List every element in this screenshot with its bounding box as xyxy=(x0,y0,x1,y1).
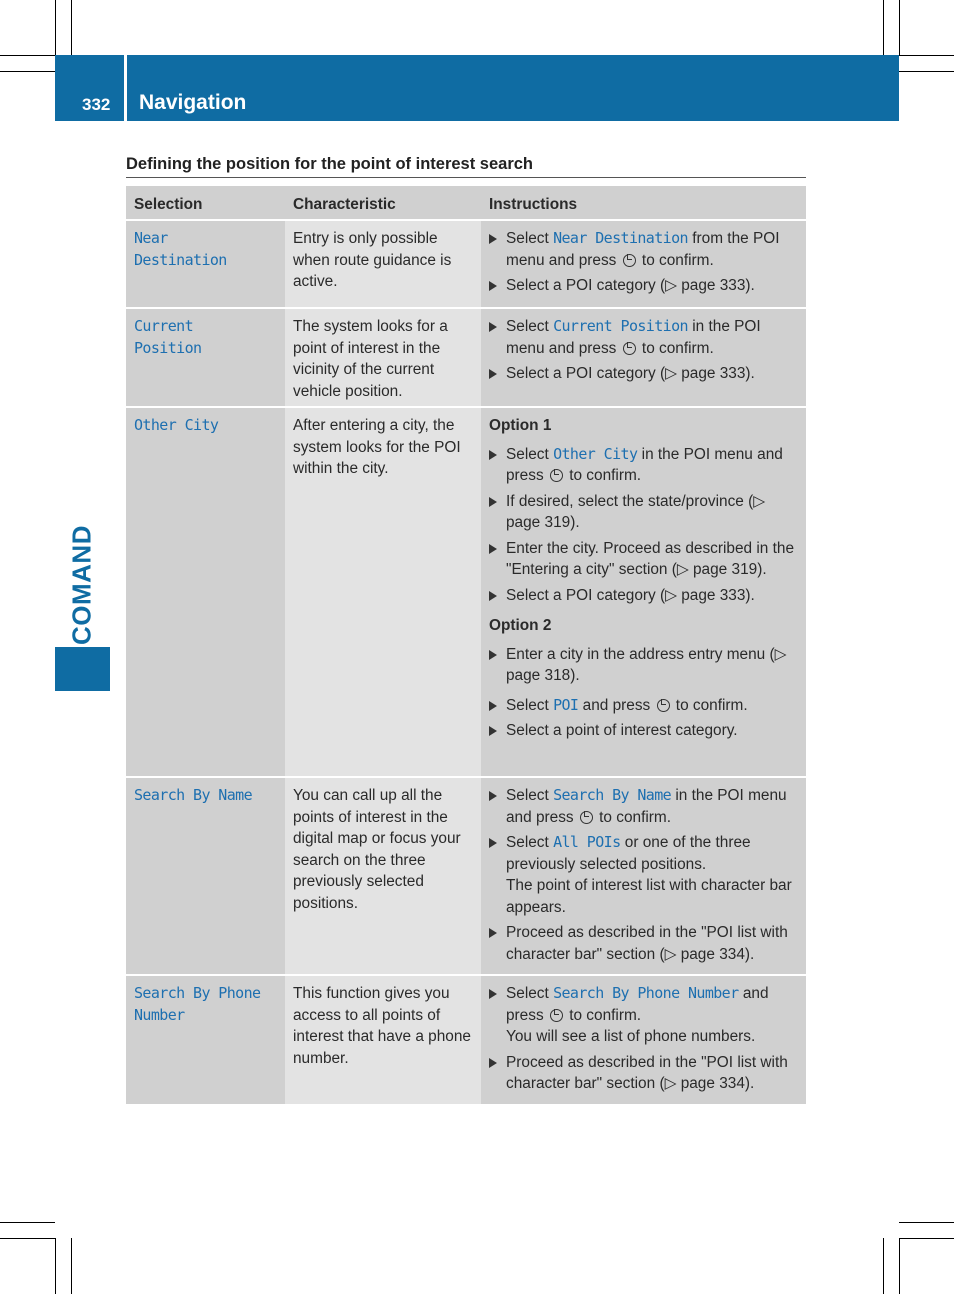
table-row xyxy=(126,408,806,778)
step-arrow-icon xyxy=(489,1058,497,1068)
instructions-cell xyxy=(481,778,806,974)
selection-cell xyxy=(126,309,285,406)
characteristic-cell: The system looks for a point of interest in the vicinity of the current vehicle position. xyxy=(285,309,481,406)
selection-cell xyxy=(126,408,285,776)
crop-mark xyxy=(899,1222,954,1223)
instruction-step: Select a POI category (▷ page 333). xyxy=(489,363,802,385)
side-tab-marker xyxy=(55,647,110,691)
crop-mark xyxy=(0,1222,55,1223)
menu-item-code: Current Position xyxy=(553,317,688,335)
controller-press-icon xyxy=(580,811,593,824)
step-result-note: The point of interest list with character bar appears. xyxy=(506,877,792,916)
table-row xyxy=(126,976,806,1104)
divider xyxy=(126,177,806,178)
menu-item-code: Other City xyxy=(553,444,638,463)
poi-search-table xyxy=(126,186,806,1104)
step-arrow-icon xyxy=(489,838,497,848)
step-arrow-icon xyxy=(489,234,497,244)
instructions-cell xyxy=(481,408,806,776)
menu-item-code: POI xyxy=(553,695,579,714)
crop-mark xyxy=(899,0,900,55)
menu-item-code: Near Destination xyxy=(553,229,688,247)
step-arrow-icon xyxy=(489,701,497,711)
page-number: 332 xyxy=(82,95,111,114)
table-title: Defining the position for the point of interest search xyxy=(126,155,534,173)
instruction-step: Select a POI category (▷ page 333). xyxy=(489,275,802,297)
characteristic-cell: Entry is only possible when route guidance is active. xyxy=(285,221,481,307)
menu-item-label: Destination xyxy=(134,250,227,269)
header-divider xyxy=(124,55,127,121)
side-tab-label: COMAND xyxy=(66,525,97,645)
step-arrow-icon xyxy=(489,650,497,660)
step-arrow-icon xyxy=(489,322,497,332)
crop-mark xyxy=(71,1238,72,1294)
instruction-step: Select Search By Phone Number and press to confirm. You will see a list of phone numbers. xyxy=(489,983,802,1048)
table-row xyxy=(126,221,806,309)
instruction-step: Enter a city in the address entry menu (▷ page 318). xyxy=(489,644,802,687)
menu-item-label: Search By Phone xyxy=(134,984,261,1002)
menu-item-label: Current xyxy=(134,317,194,335)
crop-mark xyxy=(899,71,954,72)
instructions-cell xyxy=(481,221,806,307)
instruction-step: If desired, select the state/province (▷ page 319). xyxy=(489,491,802,534)
table-row xyxy=(126,778,806,976)
controller-press-icon xyxy=(623,254,636,267)
menu-item-label: Position xyxy=(134,338,202,357)
instruction-step: Select a point of interest category. xyxy=(489,720,802,742)
option-heading: Option 2 xyxy=(489,617,552,634)
table-header-row xyxy=(126,186,806,221)
instruction-step: Select Near Destination from the POI menu and press to confirm. xyxy=(489,228,802,271)
step-result-note: You will see a list of phone numbers. xyxy=(506,1028,756,1045)
column-header-selection: Selection xyxy=(126,186,285,219)
characteristic-cell: This function gives you access to all points of interest that have a phone number. xyxy=(285,976,481,1104)
characteristic-cell: After entering a city, the system looks for the POI within the city. xyxy=(285,408,481,776)
controller-press-icon xyxy=(550,469,563,482)
crop-mark xyxy=(0,55,55,56)
instruction-step: Select Current Position in the POI menu and press to confirm. xyxy=(489,316,802,359)
controller-press-icon xyxy=(550,1009,563,1022)
crop-mark xyxy=(899,1238,954,1239)
option-heading: Option 1 xyxy=(489,417,552,434)
column-header-characteristic: Characteristic xyxy=(285,186,481,219)
instruction-step: Proceed as described in the "POI list with character bar" section (▷ page 334). xyxy=(489,922,802,965)
step-arrow-icon xyxy=(489,791,497,801)
table-row xyxy=(126,309,806,408)
crop-mark xyxy=(0,71,55,72)
step-arrow-icon xyxy=(489,544,497,554)
instruction-step: Enter the city. Proceed as described in the "Entering a city" section (▷ page 319). xyxy=(489,538,802,581)
controller-press-icon xyxy=(623,342,636,355)
menu-item-label: Search By Name xyxy=(134,786,253,804)
step-arrow-icon xyxy=(489,281,497,291)
selection-cell xyxy=(126,976,285,1104)
crop-mark xyxy=(899,55,954,56)
crop-mark xyxy=(883,1238,884,1294)
selection-cell xyxy=(126,778,285,974)
menu-item-label: Near xyxy=(134,229,168,247)
step-arrow-icon xyxy=(489,726,497,736)
instruction-step: Select POI and press to confirm. xyxy=(489,695,802,717)
step-arrow-icon xyxy=(489,928,497,938)
menu-item-label: Other City xyxy=(134,416,219,434)
instruction-step: Proceed as described in the "POI list with character bar" section (▷ page 334). xyxy=(489,1052,802,1095)
controller-press-icon xyxy=(657,699,670,712)
selection-cell xyxy=(126,221,285,307)
step-arrow-icon xyxy=(489,591,497,601)
crop-mark xyxy=(55,1238,56,1294)
instruction-step: Select Search By Name in the POI menu and press to confirm. xyxy=(489,785,802,828)
crop-mark xyxy=(71,0,72,55)
section-title: Navigation xyxy=(139,91,247,114)
crop-mark xyxy=(0,1238,55,1239)
column-header-instructions: Instructions xyxy=(481,186,806,219)
step-arrow-icon xyxy=(489,497,497,507)
crop-mark xyxy=(883,0,884,55)
instruction-step: Select Other City in the POI menu and press to confirm. xyxy=(489,444,802,487)
step-arrow-icon xyxy=(489,369,497,379)
menu-item-code: Search By Phone Number xyxy=(553,984,739,1002)
instruction-step: Select All POIs or one of the three previously selected positions. The point of interest list with character bar appears. xyxy=(489,832,802,918)
characteristic-cell: You can call up all the points of interest in the digital map or focus your search on the three previously selected positions. xyxy=(285,778,481,974)
crop-mark xyxy=(55,0,56,55)
instructions-cell xyxy=(481,309,806,406)
crop-mark xyxy=(899,1238,900,1294)
step-arrow-icon xyxy=(489,450,497,460)
step-arrow-icon xyxy=(489,989,497,999)
instructions-cell xyxy=(481,976,806,1104)
menu-item-code: All POIs xyxy=(553,833,621,851)
menu-item-code: Search By Name xyxy=(553,786,672,804)
instruction-step: Select a POI category (▷ page 333). xyxy=(489,585,802,607)
menu-item-label: Number xyxy=(134,1005,185,1024)
